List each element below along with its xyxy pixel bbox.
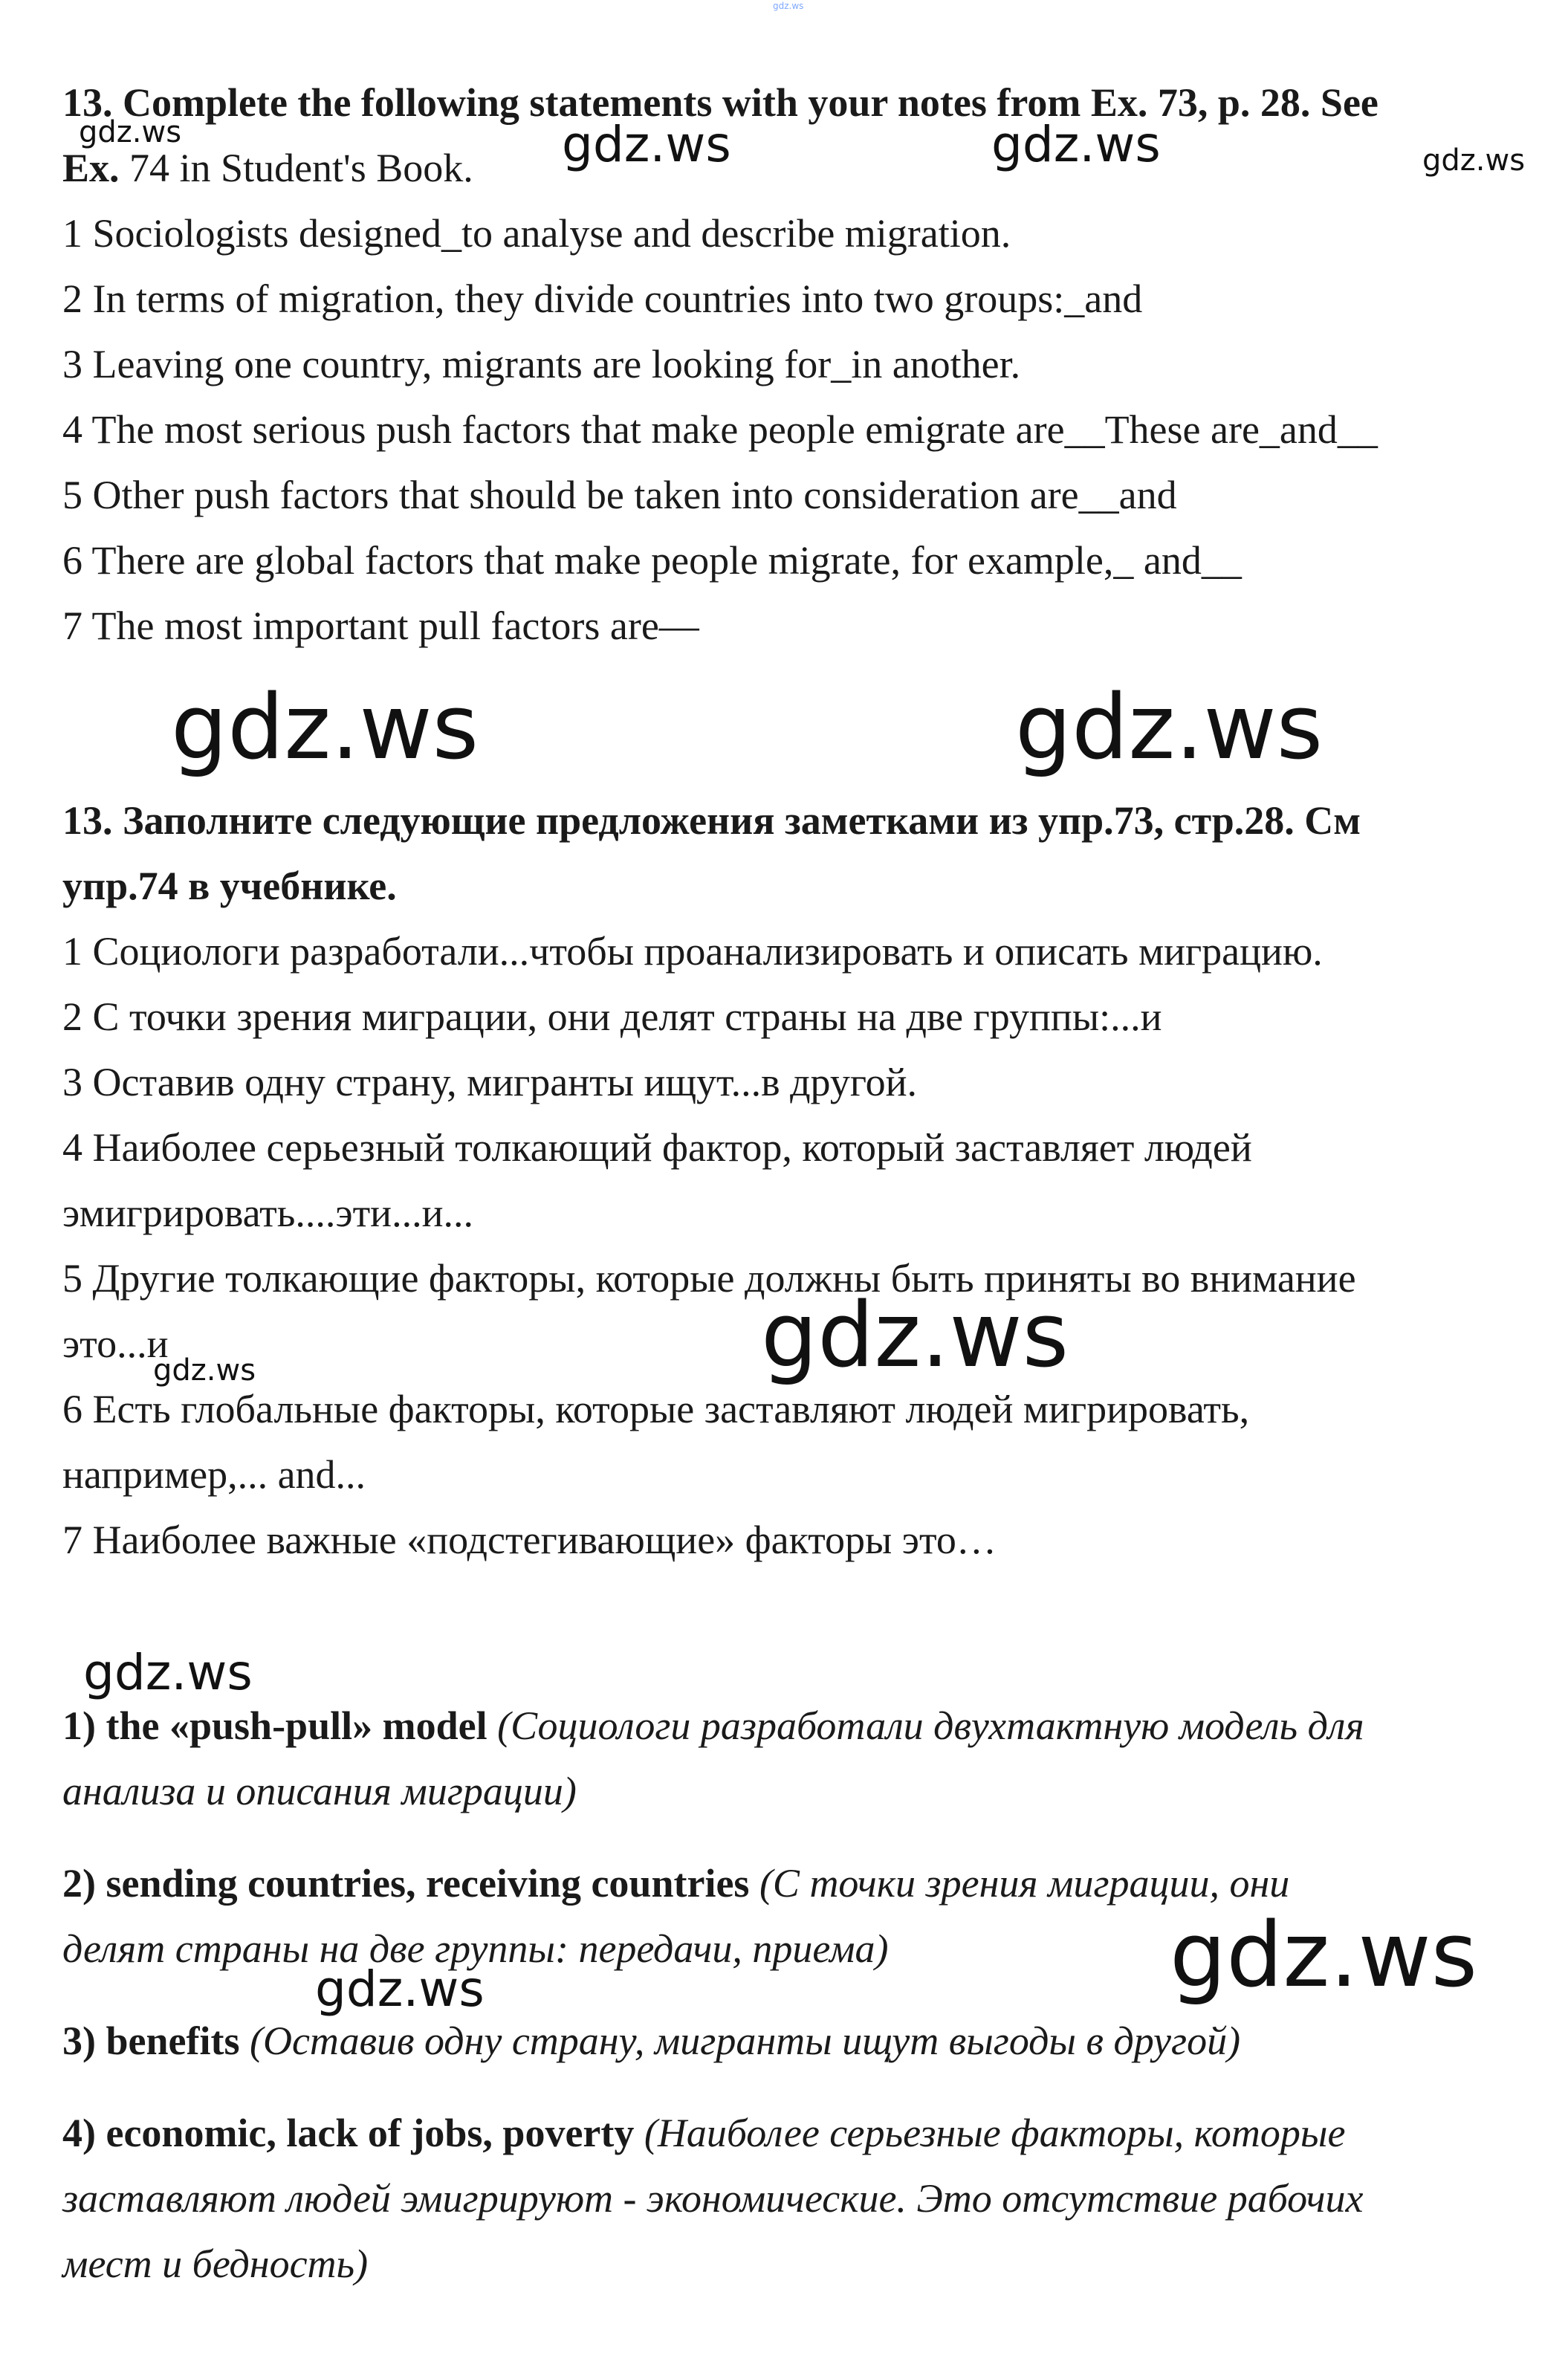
answer-1 bbox=[62, 1693, 1523, 1758]
statement-ru-6: 6 Есть глобальные факторы, которые заставляют людей мигрировать, bbox=[62, 1387, 1250, 1431]
heading-ex-rest: 74 in Student's Book. bbox=[119, 146, 473, 190]
answer-1-cont: анализа и описания миграции) bbox=[62, 1769, 577, 1813]
watermark-medium: gdz.ws bbox=[83, 1644, 253, 1701]
answer-4-translation: (Наиболее серьезные факторы, которые bbox=[634, 2111, 1346, 2155]
statement-ru-3: 3 Оставив одну страну, мигранты ищут...в другой. bbox=[62, 1060, 918, 1104]
statement-en-7: 7 The most important pull factors are— bbox=[62, 603, 699, 648]
statement-en-4: 4 The most serious push factors that make people emigrate are__These are_and__ bbox=[62, 407, 1378, 452]
statement-ru-5: 5 Другие толкающие факторы, которые должны быть приняты во внимание bbox=[62, 1256, 1356, 1301]
statement-ru-4: 4 Наиболее серьезный толкающий фактор, который заставляет людей bbox=[62, 1125, 1252, 1170]
statement-ru-4-cont: эмигрировать....эти...и... bbox=[62, 1191, 473, 1235]
answer-3-translation: (Оставив одну страну, мигранты ищут выгоды в другой) bbox=[239, 2019, 1241, 2063]
answer-3 bbox=[62, 2008, 1523, 2074]
exercise-heading-ru-cont: упр.74 в учебнике. bbox=[62, 864, 397, 908]
watermark-large: gdz.ws bbox=[171, 676, 479, 780]
statement-en-5: 5 Other push factors that should be taken into consideration are__and bbox=[62, 473, 1177, 517]
statement-ru-2: 2 С точки зрения миграции, они делят страны на две группы:...и bbox=[62, 994, 1162, 1039]
statement-ru-1: 1 Социологи разработали...чтобы проанализировать и описать миграцию. bbox=[62, 929, 1323, 974]
watermark-small: gdz.ws bbox=[79, 115, 182, 149]
answer-2-translation: (С точки зрения миграции, они bbox=[749, 1861, 1290, 1906]
answer-4-cont: заставляют людей эмигрируют - экономические. Это отсутствие рабочих bbox=[62, 2176, 1364, 2221]
answer-1-key: 1) the «push-pull» model bbox=[62, 1703, 487, 1748]
watermark-medium: gdz.ws bbox=[991, 116, 1161, 173]
exercise-heading-ru: 13. Заполните следующие предложения заметками из упр.73, стр.28. См bbox=[62, 798, 1361, 843]
exercise-heading-en-cont bbox=[62, 135, 1526, 201]
top-watermark: gdz.ws bbox=[773, 1, 804, 11]
watermark-small: gdz.ws bbox=[1422, 143, 1526, 178]
statement-ru-5-cont: это...и bbox=[62, 1321, 169, 1366]
statement-ru-6-cont: например,... and... bbox=[62, 1452, 366, 1497]
statement-en-3: 3 Leaving one country, migrants are looking for_in another. bbox=[62, 342, 1021, 386]
watermark-medium: gdz.ws bbox=[562, 116, 731, 173]
answer-2-cont: делят страны на две группы: передачи, приема) bbox=[62, 1926, 889, 1971]
answer-4-cont-2: мест и бедность) bbox=[62, 2241, 369, 2286]
answer-3-key: 3) benefits bbox=[62, 2019, 240, 2063]
answer-2-key: 2) sending countries, receiving countries bbox=[62, 1861, 750, 1906]
answer-1-translation: (Социологи разработали двухтактную модель для bbox=[487, 1703, 1364, 1748]
watermark-medium: gdz.ws bbox=[315, 1961, 485, 2018]
exercise-heading-en: 13. Complete the following statements with your notes from Ex. 73, p. 28. See bbox=[62, 80, 1379, 125]
watermark-large: gdz.ws bbox=[761, 1284, 1069, 1388]
watermark-small: gdz.ws bbox=[153, 1353, 256, 1388]
watermark-large: gdz.ws bbox=[1170, 1904, 1478, 2007]
watermark-large: gdz.ws bbox=[1015, 676, 1324, 780]
statement-ru-7: 7 Наиболее важные «подстегивающие» факторы это… bbox=[62, 1518, 997, 1562]
heading-ex-label: Ex. bbox=[62, 146, 120, 190]
statement-en-2: 2 In terms of migration, they divide countries into two groups:_and bbox=[62, 276, 1143, 321]
statement-en-6: 6 There are global factors that make people migrate, for example,_ and__ bbox=[62, 538, 1242, 583]
answer-4-key: 4) economic, lack of jobs, poverty bbox=[62, 2111, 635, 2155]
answer-4 bbox=[62, 2100, 1523, 2166]
statement-en-1: 1 Sociologists designed_to analyse and describe migration. bbox=[62, 211, 1011, 256]
